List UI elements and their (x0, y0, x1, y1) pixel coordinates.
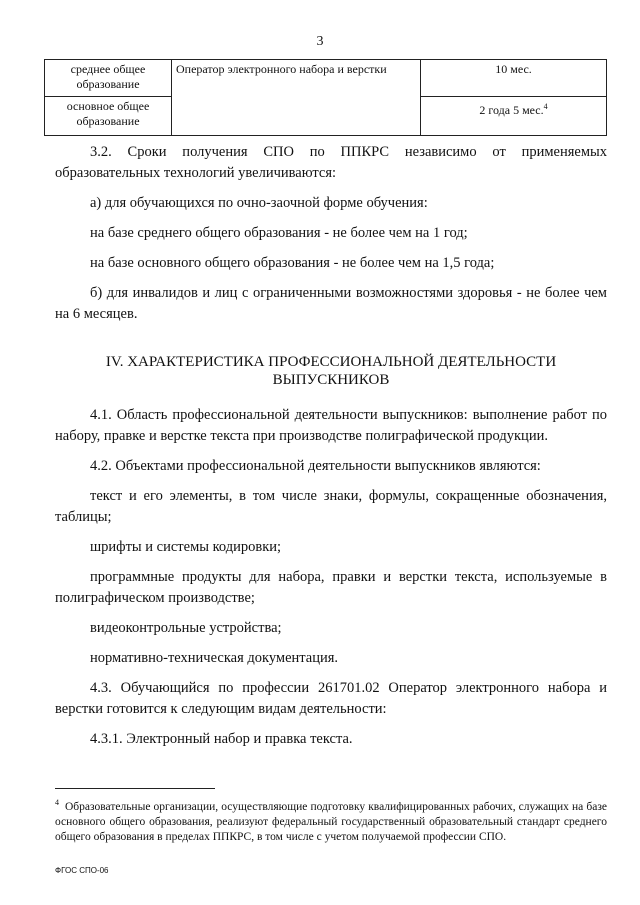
list-item: текст и его элементы, в том числе знаки, формулы, сокращенные обозначения, таблицы; (55, 488, 607, 525)
duration-value: 2 года 5 мес. (479, 103, 544, 117)
footnote-separator (55, 788, 215, 789)
footnote-mark: 4 (55, 798, 59, 807)
table-cell-duration: 10 мес. (421, 60, 607, 97)
footnote-reference: 4 (543, 102, 548, 111)
paragraph-3-2-a: а) для обучающихся по очно-заочной форме обучения: (90, 195, 428, 211)
table-cell-duration (421, 97, 607, 136)
section-heading (55, 353, 607, 389)
paragraph-4-1: 4.1. Область профессиональной деятельности выпускников: выполнение работ по набору, правке и верстке текста при производстве полиграфической продукции. (55, 407, 607, 444)
document-code: ФГОС СПО-06 (55, 866, 109, 875)
document-body (55, 142, 607, 759)
paragraph-3-2: 3.2. Сроки получения СПО по ППКРС независимо от применяемых образовательных технологий увеличиваются: (55, 144, 607, 181)
table-cell-level: среднее общее образование (45, 60, 172, 97)
list-item: видеоконтрольные устройства; (90, 620, 282, 636)
footnote (55, 795, 607, 845)
section-heading-line2: ВЫПУСКНИКОВ (272, 372, 390, 388)
paragraph-4-3: 4.3. Обучающийся по профессии 261701.02 Оператор электронного набора и верстки готовится к следующим видам деятельности: (55, 680, 607, 717)
list-item: нормативно-техническая документация. (90, 650, 339, 666)
paragraph-4-2: 4.2. Объектами профессиональной деятельности выпускников являются: (90, 458, 541, 474)
page-number: 3 (316, 34, 324, 49)
table-row (45, 60, 607, 97)
paragraph-3-2-b: б) для инвалидов и лиц с ограниченными возможностями здоровья - не более чем на 6 месяцев. (55, 285, 607, 322)
paragraph-4-3-1: 4.3.1. Электронный набор и правка текста. (90, 731, 353, 747)
education-duration-table (44, 59, 607, 136)
table-cell-profession: Оператор электронного набора и верстки (172, 60, 421, 136)
section-heading-line1: IV. ХАРАКТЕРИСТИКА ПРОФЕССИОНАЛЬНОЙ ДЕЯТЕЛЬНОСТИ (105, 354, 557, 370)
paragraph-3-2-a-1: на базе среднего общего образования - не более чем на 1 год; (90, 225, 468, 241)
footnote-text: Образовательные организации, осуществляющие подготовку квалифицированных рабочих, служащих на базе основного общего образования, реализуют федеральный государственный образовательный стандарт среднего общего образования в пределах ППКРС, в том числе с учетом получаемой профессии СПО. (55, 800, 607, 843)
list-item: программные продукты для набора, правки и верстки текста, используемые в полиграфическом производстве; (55, 569, 607, 606)
list-item: шрифты и системы кодировки; (90, 539, 282, 555)
paragraph-3-2-a-2: на базе основного общего образования - не более чем на 1,5 года; (90, 255, 495, 271)
table-cell-level: основное общее образование (45, 97, 172, 136)
